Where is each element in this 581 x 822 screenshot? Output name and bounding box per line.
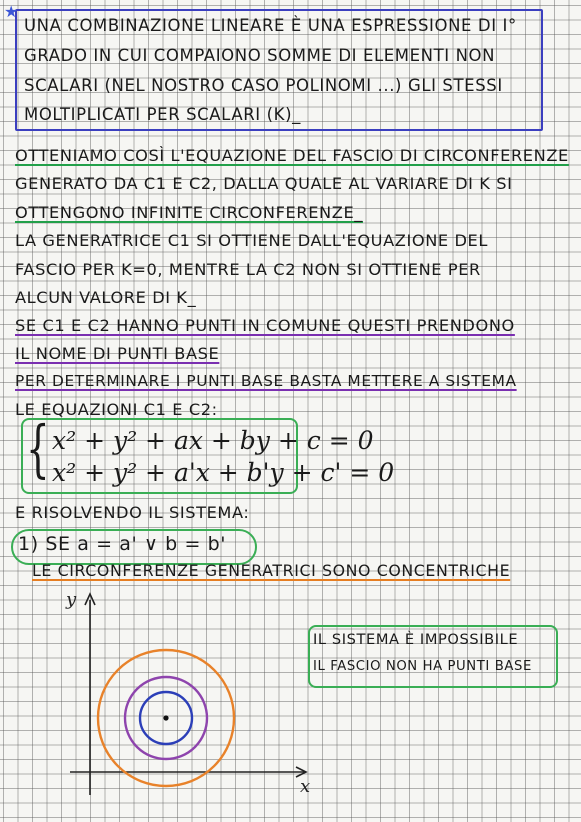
case-1-condition: 1) SE a = a' ∨ b = b': [18, 533, 227, 555]
case-1-statement: LE CIRCONFERENZE GENERATRICI SONO CONCENTRICHE: [32, 561, 511, 580]
body-line-6: ALCUN VALORE DI K_: [15, 288, 197, 307]
body-line-1: OTTENIAMO COSÌ L'EQUAZIONE DEL FASCIO DI CIRCONFERENZE: [15, 146, 569, 165]
body-line-9: PER DETERMINARE I PUNTI BASE BASTA METTERE A SISTEMA: [15, 372, 517, 390]
body-line-10: LE EQUAZIONI C1 E C2:: [15, 400, 218, 419]
body-line-3: OTTENGONO INFINITE CIRCONFERENZE_: [15, 203, 363, 222]
intro-line-3: SCALARI (NEL NOSTRO CASO POLINOMI ...) GLI STESSI: [24, 76, 503, 95]
y-axis-label: y: [66, 589, 77, 610]
body-line-7: SE C1 E C2 HANNO PUNTI IN COMUNE QUESTI PRENDONO: [15, 316, 515, 335]
equation-2: x² + y² + a'x + b'y + c' = 0: [52, 458, 395, 487]
x-axis-label: x: [300, 776, 311, 797]
intro-line-1: UNA COMBINAZIONE LINEARE È UNA ESPRESSIONE DI I°: [24, 16, 517, 35]
body-line-4: LA GENERATRICE C1 SI OTTIENE DALL'EQUAZIONE DEL: [15, 231, 488, 250]
intro-line-2: GRADO IN CUI COMPAIONO SOMME DI ELEMENTI NON: [24, 46, 496, 65]
intro-line-4: MOLTIPLICATI PER SCALARI (K)_: [24, 105, 301, 124]
body-line-5: FASCIO PER K=0, MENTRE LA C2 NON SI OTTIENE PER: [15, 260, 481, 279]
system-brace: {: [26, 412, 50, 485]
result-line-2: IL FASCIO NON HA PUNTI BASE: [313, 659, 532, 674]
center-point: [163, 715, 168, 720]
result-line-1: IL SISTEMA È IMPOSSIBILE: [313, 631, 519, 648]
body-line-8: IL NOME DI PUNTI BASE: [15, 344, 220, 363]
solve-line: E RISOLVENDO IL SISTEMA:: [15, 503, 250, 522]
equation-1: x² + y² + ax + by + c = 0: [52, 426, 374, 455]
body-line-2: GENERATO DA C1 E C2, DALLA QUALE AL VARIARE DI K SI: [15, 174, 513, 193]
star-icon: ★: [4, 2, 19, 21]
